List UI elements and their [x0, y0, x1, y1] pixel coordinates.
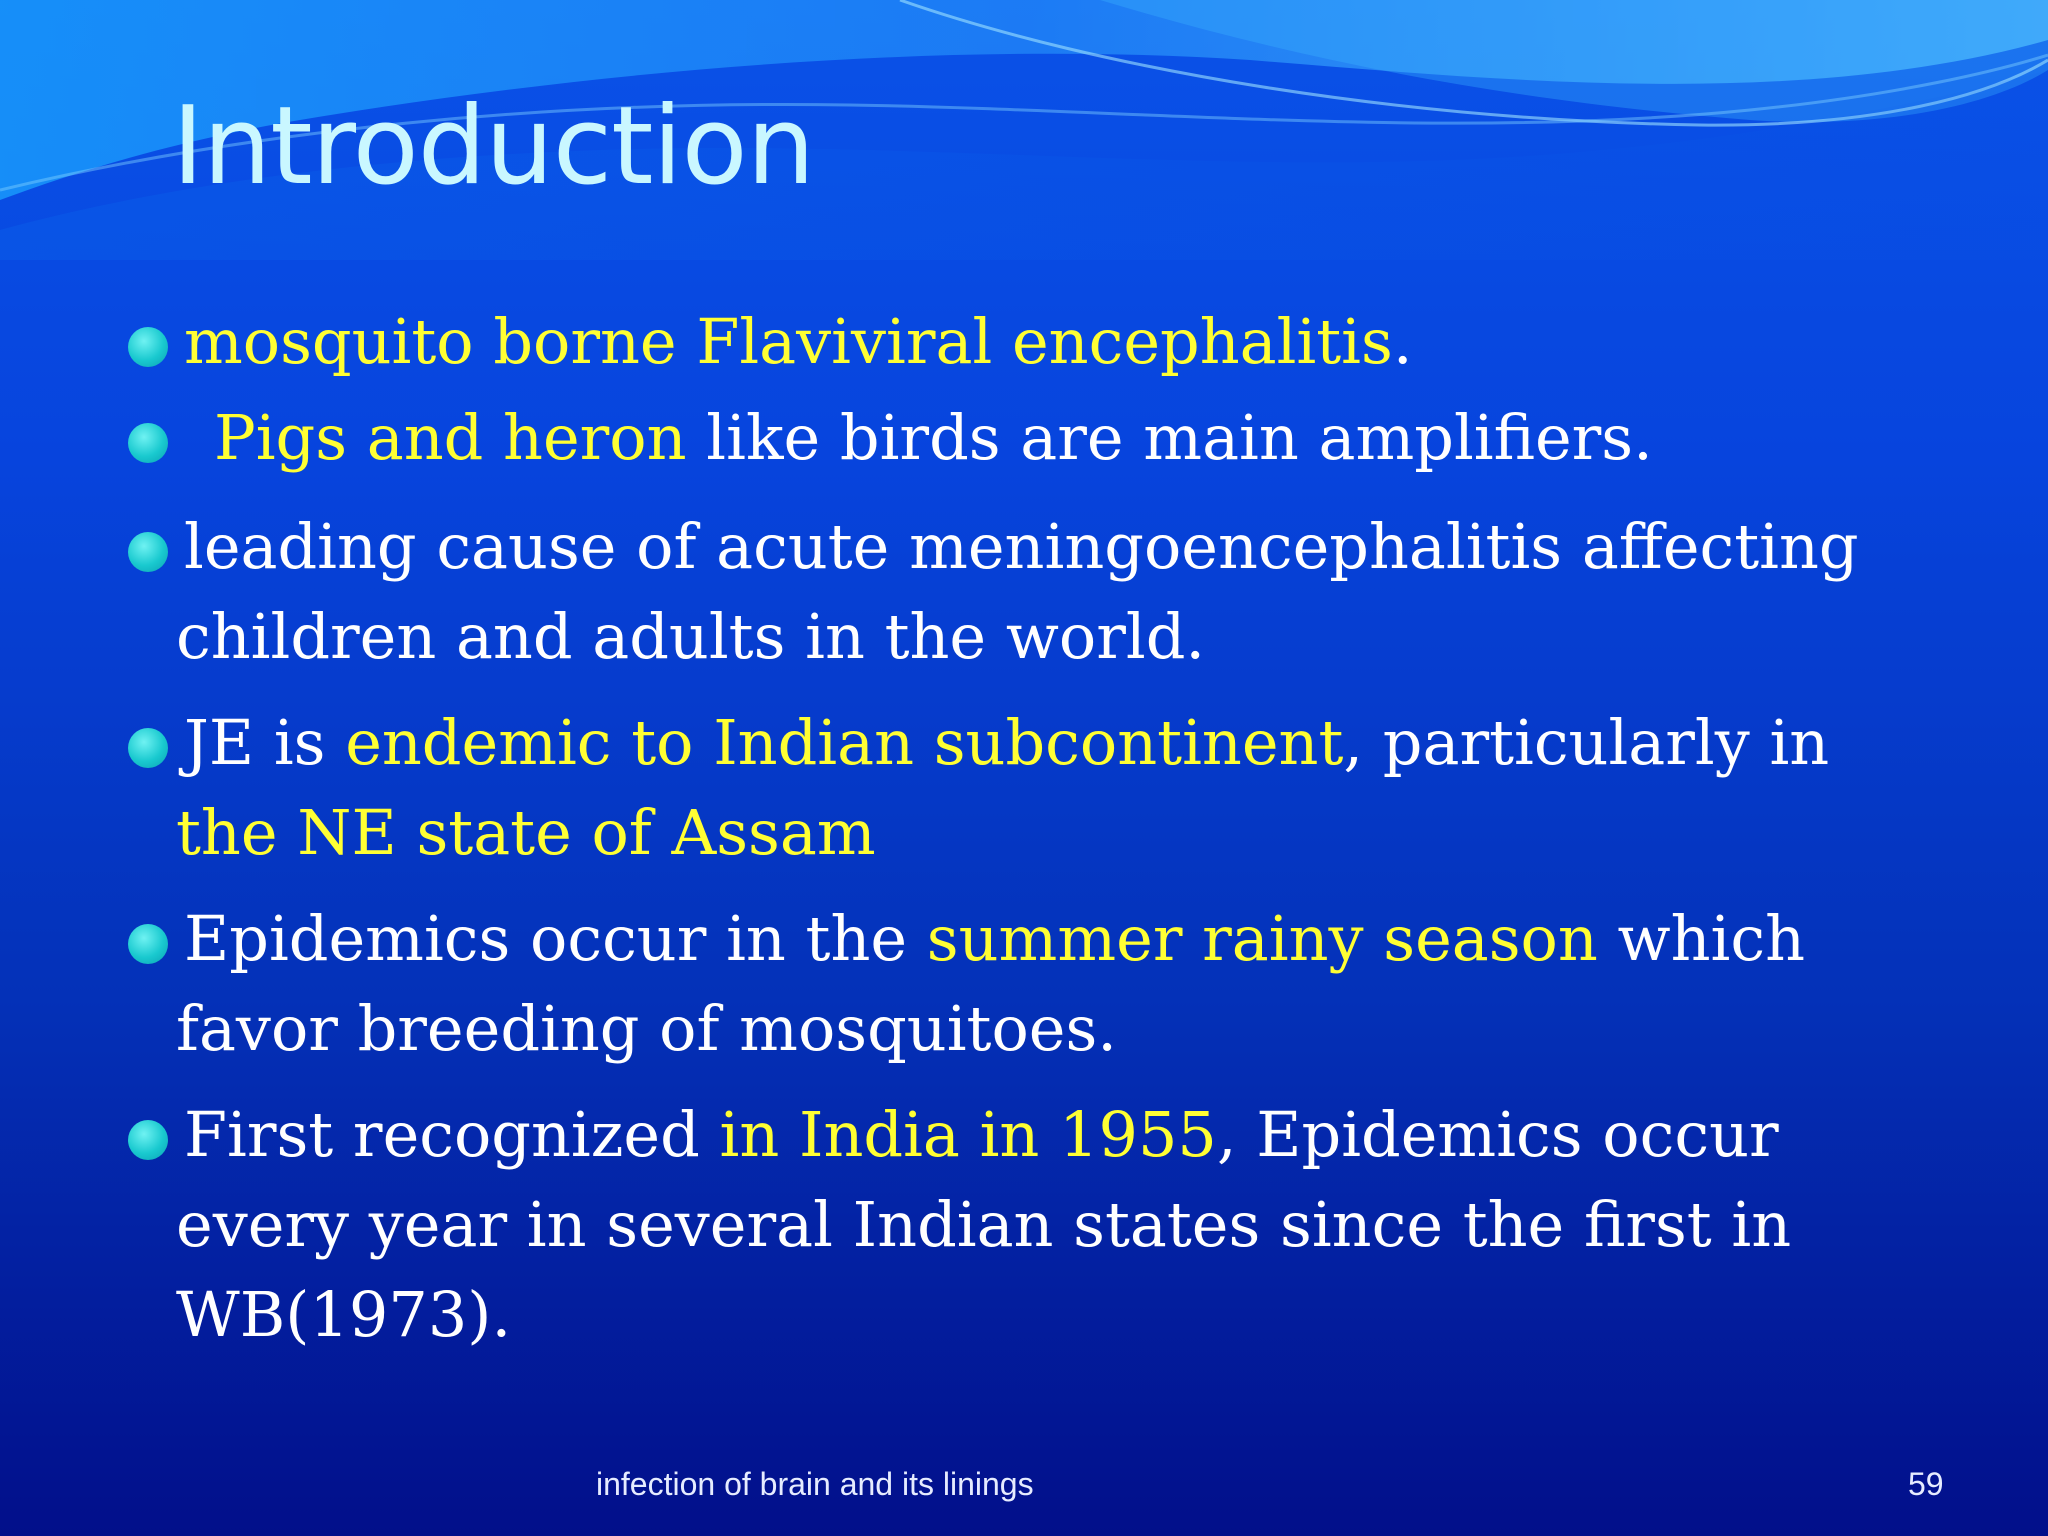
bullet-icon — [128, 327, 168, 367]
bullet-icon — [128, 532, 168, 572]
bullet-icon — [128, 728, 168, 768]
page-number: 59 — [1908, 1466, 1944, 1502]
bullet-text: JE is — [184, 706, 346, 779]
bullet-text-highlight: summer rainy season — [926, 902, 1598, 975]
bullet-icon — [128, 1120, 168, 1160]
bullet-item-6 — [176, 1090, 1984, 1360]
bullet-text-highlight: mosquito borne Flaviviral encephalitis — [184, 305, 1393, 378]
bullet-line-continued: children and adults in the world. — [176, 600, 1206, 673]
bullet-text-highlight: endemic to Indian subcontinent — [345, 706, 1344, 779]
bullet-item-4 — [176, 698, 1984, 878]
bullet-line-continued: the NE state of Assam — [176, 796, 876, 869]
bullet-text: like birds are main amplifiers. — [686, 401, 1653, 474]
bullet-text: which — [1597, 902, 1806, 975]
bullet-item-5 — [176, 894, 1984, 1074]
bullet-icon — [128, 423, 168, 463]
bullet-item-2 — [184, 393, 1984, 483]
bullet-icon — [128, 924, 168, 964]
bullet-text: , Epidemics occur — [1216, 1098, 1779, 1171]
bullet-line-continued: every year in several Indian states since the first in — [176, 1188, 1792, 1261]
bullet-text: Epidemics occur in the — [184, 902, 927, 975]
bullet-text-highlight: Pigs and heron — [214, 401, 687, 474]
bullet-item-3 — [176, 502, 1984, 682]
bullet-line-continued: WB(1973). — [176, 1278, 512, 1351]
bullet-text: First recognized — [184, 1098, 720, 1171]
bullet-text: . — [1392, 305, 1413, 378]
slide-title: Introduction — [172, 84, 815, 209]
bullet-text-highlight: in India in 1955 — [719, 1098, 1217, 1171]
footer-text: infection of brain and its linings — [596, 1466, 1034, 1502]
bullet-line: leading cause of acute meningoencephalitis affecting — [184, 510, 1859, 583]
bullet-text: , particularly in — [1343, 706, 1830, 779]
bullet-line-continued: favor breeding of mosquitoes. — [176, 992, 1117, 1065]
bullet-item-1 — [184, 297, 1984, 387]
